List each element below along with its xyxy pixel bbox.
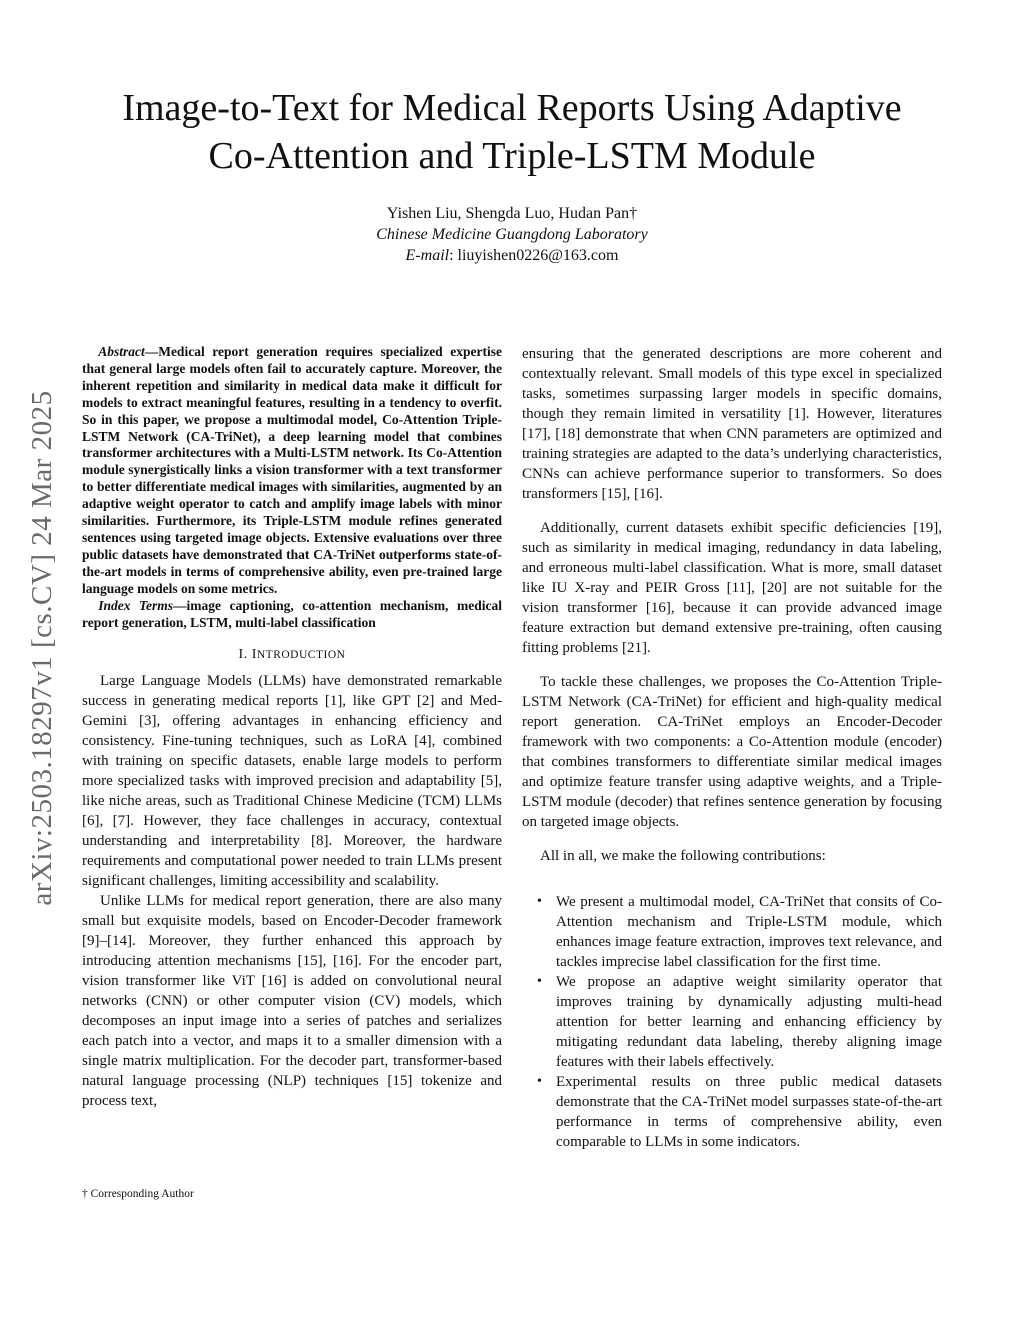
contribution-text: We present a multimodal model, CA-TriNet that consits of Co-Attention mechanism and Triple-LSTM module, which enhances image feature extraction, improves text relevance, and tackles imprecise label classification for the first time. bbox=[556, 894, 942, 970]
index-terms bbox=[82, 598, 502, 632]
email-address: : liuyishen0226@163.com bbox=[449, 247, 619, 264]
left-column bbox=[82, 344, 502, 1111]
abstract bbox=[82, 344, 502, 598]
index-terms-label: Index Terms bbox=[98, 597, 174, 613]
abstract-label: Abstract bbox=[98, 344, 145, 359]
contribution-item bbox=[522, 892, 942, 972]
contribution-item bbox=[522, 1072, 942, 1152]
contribution-text: We propose an adaptive weight similarity operator that improves training by dynamically adjusting multi-head attention for better learning and enhancing efficiency by mitigating redundant data labeling, thereby aligning image features with their labels effectively. bbox=[556, 974, 942, 1070]
email-line bbox=[0, 245, 1024, 266]
bullet-icon: • bbox=[537, 1074, 542, 1089]
intro-paragraph-2: Unlike LLMs for medical report generation, there are also many small but exquisite models, based on Encoder-Decoder framework [9]–[14]. Moreover, they further enhanced this approach by introducing attention mechanisms [15], [16]. For the encoder part, vision transformer like ViT [16] is added on convolutional neural networks (CNN) or other computer vision (CV) models, which decomposes an input image into a series of patches and serializes each patch into a vector, and maps it to a smaller dimension with a single matrix multiplication. For the decoder part, transformer-based natural language processing (NLP) techniques [15] tokenize and process text, bbox=[82, 893, 502, 1110]
right-paragraph-3: To tackle these challenges, we proposes the Co-Attention Triple-LSTM Network (CA-TriNet) for efficient and high-quality medical report generation. CA-TriNet employs an Encoder-Decoder framework with two components: a Co-Attention module (encoder) that combines transformers to differentiate similar medical images and optimize feature transfer using adaptive weights, and a Triple-LSTM module (decoder) that refines sentence generation by focusing on targeted image objects. bbox=[522, 674, 942, 830]
contributions-list bbox=[522, 892, 942, 1152]
arxiv-stamp: arXiv:2503.18297v1 [cs.CV] 24 Mar 2025 bbox=[26, 390, 58, 906]
section-heading-introduction bbox=[82, 645, 502, 665]
author-names: Yishen Liu, Shengda Luo, Hudan Pan† bbox=[386, 205, 638, 222]
right-paragraph-4: All in all, we make the following contributions: bbox=[540, 848, 826, 864]
title-line-1: Image-to-Text for Medical Reports Using Adaptive bbox=[122, 87, 902, 129]
author-block bbox=[0, 203, 1024, 266]
email-label: E-mail bbox=[405, 247, 450, 264]
right-paragraph-2: Additionally, current datasets exhibit specific deficiencies [19], such as similarity in medical imaging, redundancy in data labeling, and erroneous multi-label classification. What is more, small dataset like IU X-ray and PEIR Gross [11], [20] are not suitable for the vision transformer [16], because it can provide advanced image feature extraction but demand extensive pre-training, often causing fitting problems [21]. bbox=[522, 520, 942, 656]
contribution-item bbox=[522, 972, 942, 1072]
footnote: † Corresponding Author bbox=[82, 1188, 194, 1200]
paper-title bbox=[40, 84, 984, 180]
intro-paragraph-1: Large Language Models (LLMs) have demonstrated remarkable success in generating medical reports [1], like GPT [2] and Med-Gemini [3], offering advantages in enhancing efficiency and consistency. Fine-tuning techniques, such as LoRA [4], combined with training on specific datasets, enable large models to perform more specialized tasks with improved precision and adaptability [5], like niche areas, such as Traditional Chinese Medicine (TCM) LLMs [6], [7]. However, they face challenges in accuracy, contextual understanding and interpretability [8]. Moreover, the hardware requirements and computational power needed to train LLMs present significant challenges, limiting accessibility and scalability. bbox=[82, 673, 502, 890]
title-line-2: Co-Attention and Triple-LSTM Module bbox=[208, 135, 816, 177]
index-terms-text: —image captioning, co-attention mechanism, medical report generation, LSTM, multi-label classification bbox=[82, 597, 502, 630]
right-column bbox=[522, 344, 942, 1152]
contribution-text: Experimental results on three public medical datasets demonstrate that the CA-TriNet model surpasses state-of-the-art performance in terms of comprehensive ability, even comparable to LLMs in some indicators. bbox=[556, 1074, 942, 1150]
abstract-text: —Medical report generation requires specialized expertise that general large models often fail to accurately capture. Moreover, the inherent repetition and similarity in medical data make it difficult for models to extract meaningful features, resulting in a tendency to overfit. So in this paper, we propose a multimodal model, Co-Attention Triple-LSTM Network (CA-TriNet), a deep learning model that combines transformer architectures with a Multi-LSTM network. Its Co-Attention module synergistically links a vision transformer with a text transformer to better differentiate medical images with similarities, augmented by an adaptive weight operator to catch and amplify image labels with minor similarities. Furthermore, its Triple-LSTM module refines generated sentences using targeted image objects. Extensive evaluations over three public datasets have demonstrated that CA-TriNet outperforms state-of-the-art models in terms of comprehensive ability, even pre-trained large language models on some metrics. bbox=[82, 344, 502, 596]
section-title: NTRODUCTION bbox=[256, 649, 346, 662]
bullet-icon: • bbox=[537, 894, 542, 909]
section-number: I. I bbox=[238, 647, 257, 663]
affiliation: Chinese Medicine Guangdong Laboratory bbox=[376, 226, 648, 243]
right-paragraph-1: ensuring that the generated descriptions are more coherent and contextually relevant. Small models of this type excel in specialized tasks, sometimes surpassing larger models in specific domains, though they remain limited in versatility [1]. However, literatures [17], [18] demonstrate that when CNN parameters are optimized and training strategies are adapted to the data’s underlying characteristics, CNNs can achieve performance superior to transformers. So does transformers [15], [16]. bbox=[522, 346, 942, 502]
bullet-icon: • bbox=[537, 974, 542, 989]
